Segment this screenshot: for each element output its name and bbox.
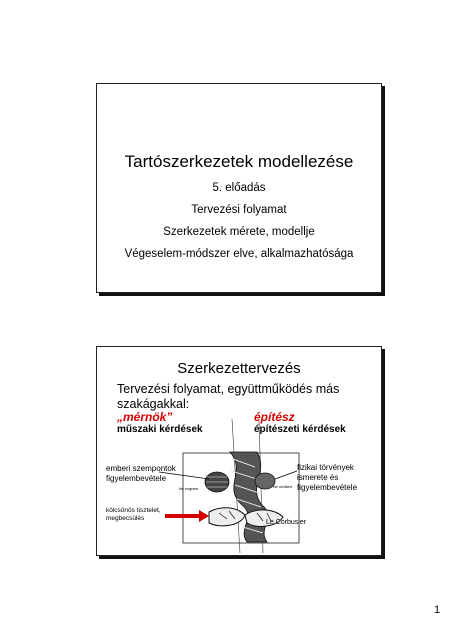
slide-2-title: Szerkezettervezés — [177, 360, 301, 377]
slide-1 — [96, 83, 382, 293]
le-corbusier-sketch — [97, 347, 381, 555]
lecture-number: 5. előadás — [212, 182, 266, 194]
engineer-label: „mérnök” — [117, 410, 173, 424]
architect-topic: építészeti kérdések — [254, 424, 346, 435]
engineer-topic: műszaki kérdések — [117, 424, 203, 435]
slide-2 — [96, 346, 382, 556]
slide-1-title: Tartószerkezetek modellezése — [124, 152, 354, 171]
architect-label: építész — [254, 410, 295, 424]
topic-design-process: Tervezési folyamat — [191, 204, 287, 216]
le-corbusier-signature: Le Corbusier — [266, 519, 307, 526]
sketch-label-left: the engineer — [179, 487, 199, 491]
sketch-label-right: the architect — [273, 485, 293, 489]
slide-2-subtitle: Tervezési folyamat, együttműködés más szakágakkal: — [117, 382, 340, 411]
page-number: 1 — [434, 604, 441, 616]
note-physical-laws: fizikai törvények ismerete és figyelembevétele — [297, 463, 358, 492]
note-human-aspects: emberi szempontok figyelembevétele — [106, 464, 176, 483]
note-mutual-respect: kölcsönös tisztelet, megbecsülés — [106, 507, 161, 522]
topic-finite-element-method: Végeselem-módszer elve, alkalmazhatósága — [124, 248, 354, 260]
topic-structure-size-model: Szerkezetek mérete, modellje — [163, 226, 315, 238]
